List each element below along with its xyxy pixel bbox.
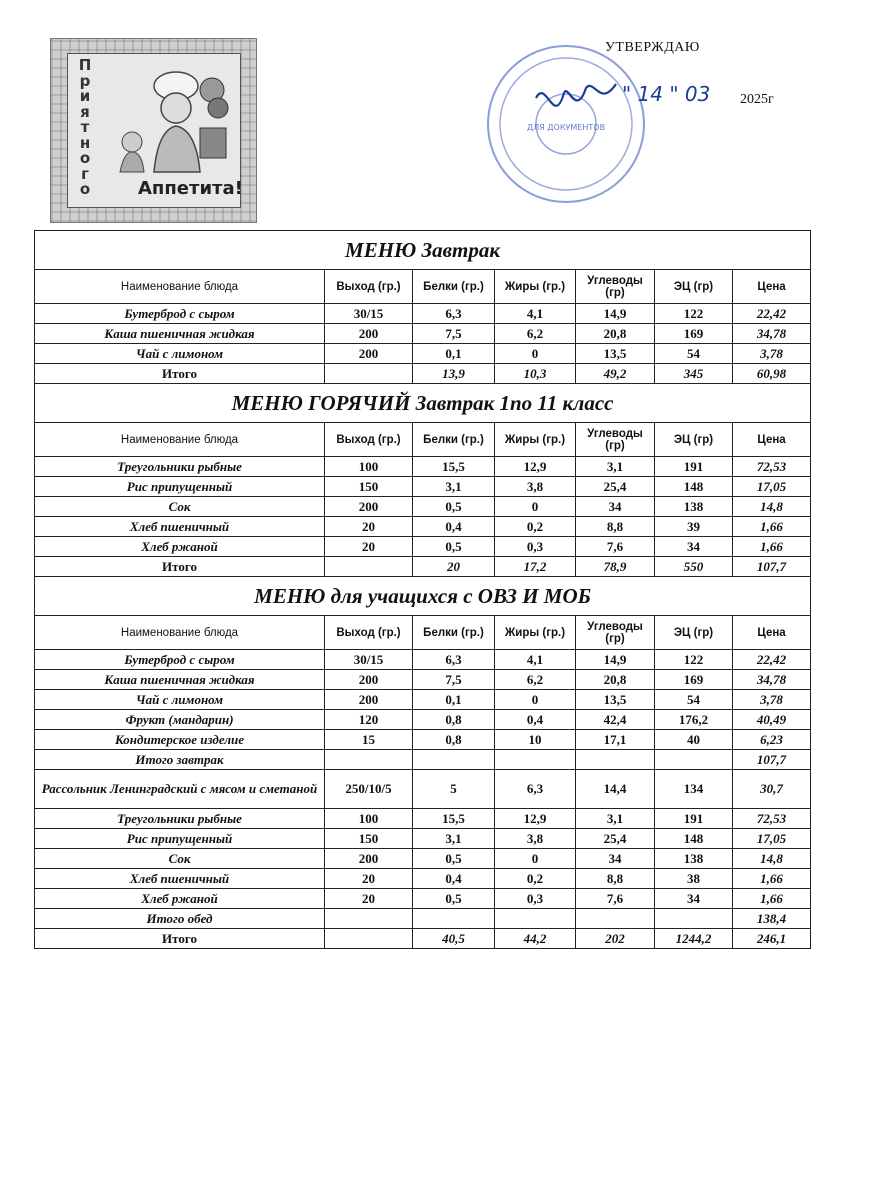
section-title: МЕНЮ ГОРЯЧИЙ Завтрак 1по 11 класс xyxy=(35,384,811,423)
cell-fat: 17,2 xyxy=(495,557,576,577)
cell-yield: 30/15 xyxy=(325,650,413,670)
chef-children-icon xyxy=(114,64,232,174)
cell-energy: 148 xyxy=(655,829,733,849)
cell-yield: 100 xyxy=(325,457,413,477)
column-header-yield: Выход (гр.) xyxy=(325,423,413,457)
logo-letter: П xyxy=(78,56,92,74)
cell-carbs: 20,8 xyxy=(576,670,655,690)
cell-name: Каша пшеничная жидкая xyxy=(35,324,325,344)
cell-fat: 0,2 xyxy=(495,517,576,537)
cell-name: Фрукт (мандарин) xyxy=(35,710,325,730)
column-header-carbs: Углеводы (гр) xyxy=(576,270,655,304)
cell-price: 34,78 xyxy=(733,670,811,690)
cell-protein: 6,3 xyxy=(413,650,495,670)
logo-letter: и xyxy=(79,87,91,105)
cell-price: 107,7 xyxy=(733,750,811,770)
cell-carbs: 49,2 xyxy=(576,364,655,384)
table-row xyxy=(35,690,811,710)
column-header-energy: ЭЦ (гр) xyxy=(655,616,733,650)
cell-protein: 0,5 xyxy=(413,537,495,557)
cell-fat xyxy=(495,909,576,929)
cell-energy: 39 xyxy=(655,517,733,537)
cell-price: 40,49 xyxy=(733,710,811,730)
cell-protein: 15,5 xyxy=(413,809,495,829)
cell-carbs: 3,1 xyxy=(576,457,655,477)
appetite-logo xyxy=(50,38,257,223)
table-row xyxy=(35,889,811,909)
cell-protein: 3,1 xyxy=(413,477,495,497)
cell-energy xyxy=(655,750,733,770)
cell-protein: 0,1 xyxy=(413,690,495,710)
cell-price: 72,53 xyxy=(733,457,811,477)
cell-fat: 4,1 xyxy=(495,650,576,670)
cell-carbs: 14,9 xyxy=(576,650,655,670)
table-row xyxy=(35,849,811,869)
column-header-price: Цена xyxy=(733,616,811,650)
cell-fat: 10 xyxy=(495,730,576,750)
cell-price: 60,98 xyxy=(733,364,811,384)
cell-carbs: 13,5 xyxy=(576,690,655,710)
table-row xyxy=(35,750,811,770)
cell-protein: 0,5 xyxy=(413,497,495,517)
cell-name: Треугольники рыбные xyxy=(35,457,325,477)
cell-name: Итого обед xyxy=(35,909,325,929)
cell-protein xyxy=(413,909,495,929)
section-title-row xyxy=(35,577,811,616)
total-row xyxy=(35,929,811,949)
cell-yield: 15 xyxy=(325,730,413,750)
cell-yield: 20 xyxy=(325,869,413,889)
cell-energy: 122 xyxy=(655,650,733,670)
section-title-row xyxy=(35,231,811,270)
cell-name: Рис припущенный xyxy=(35,829,325,849)
cell-price: 6,23 xyxy=(733,730,811,750)
cell-carbs: 42,4 xyxy=(576,710,655,730)
column-header-protein: Белки (гр.) xyxy=(413,423,495,457)
cell-fat: 0,3 xyxy=(495,537,576,557)
cell-price: 3,78 xyxy=(733,690,811,710)
cell-price: 246,1 xyxy=(733,929,811,949)
cell-carbs: 20,8 xyxy=(576,324,655,344)
table-row xyxy=(35,344,811,364)
cell-energy: 38 xyxy=(655,869,733,889)
cell-price: 1,66 xyxy=(733,517,811,537)
table-row xyxy=(35,829,811,849)
cell-carbs: 14,9 xyxy=(576,304,655,324)
cell-fat: 0 xyxy=(495,344,576,364)
section-title: МЕНЮ Завтрак xyxy=(35,231,811,270)
cell-fat: 0 xyxy=(495,690,576,710)
cell-carbs: 8,8 xyxy=(576,869,655,889)
cell-yield xyxy=(325,929,413,949)
cell-protein: 7,5 xyxy=(413,324,495,344)
cell-yield: 200 xyxy=(325,690,413,710)
cell-yield: 100 xyxy=(325,809,413,829)
cell-name: Каша пшеничная жидкая xyxy=(35,670,325,690)
cell-energy: 138 xyxy=(655,497,733,517)
cell-protein: 0,4 xyxy=(413,869,495,889)
cell-name: Сок xyxy=(35,849,325,869)
cell-protein: 0,5 xyxy=(413,889,495,909)
cell-name: Чай с лимоном xyxy=(35,690,325,710)
table-row xyxy=(35,537,811,557)
table-row xyxy=(35,670,811,690)
cell-name: Итого xyxy=(35,364,325,384)
cell-energy: 191 xyxy=(655,457,733,477)
cell-energy: 550 xyxy=(655,557,733,577)
table-row xyxy=(35,477,811,497)
cell-carbs: 34 xyxy=(576,849,655,869)
column-header-energy: ЭЦ (гр) xyxy=(655,270,733,304)
column-header-fat: Жиры (гр.) xyxy=(495,423,576,457)
cell-price: 22,42 xyxy=(733,650,811,670)
cell-protein: 6,3 xyxy=(413,304,495,324)
cell-protein: 0,8 xyxy=(413,710,495,730)
column-header-carbs: Углеводы (гр) xyxy=(576,423,655,457)
cell-energy: 34 xyxy=(655,889,733,909)
cell-protein: 20 xyxy=(413,557,495,577)
cell-price: 22,42 xyxy=(733,304,811,324)
cell-name: Рис припущенный xyxy=(35,477,325,497)
cell-name: Треугольники рыбные xyxy=(35,809,325,829)
cell-fat: 6,2 xyxy=(495,324,576,344)
cell-name: Итого xyxy=(35,929,325,949)
cell-yield xyxy=(325,364,413,384)
cell-energy: 169 xyxy=(655,324,733,344)
cell-protein: 5 xyxy=(413,770,495,809)
cell-carbs: 8,8 xyxy=(576,517,655,537)
total-row xyxy=(35,557,811,577)
cell-name: Рассольник Ленинградский с мясом и сметаной xyxy=(35,770,325,809)
logo-letter: г xyxy=(81,164,89,183)
column-header-price: Цена xyxy=(733,423,811,457)
logo-letter: р xyxy=(79,71,91,90)
column-header-price: Цена xyxy=(733,270,811,304)
cell-energy: 176,2 xyxy=(655,710,733,730)
cell-name: Хлеб пшеничный xyxy=(35,869,325,889)
cell-fat xyxy=(495,750,576,770)
cell-energy xyxy=(655,909,733,929)
table-row xyxy=(35,517,811,537)
cell-price: 17,05 xyxy=(733,829,811,849)
round-stamp-icon xyxy=(476,38,656,208)
cell-protein xyxy=(413,750,495,770)
cell-price: 1,66 xyxy=(733,889,811,909)
logo-bottom-text: Аппетита! xyxy=(138,178,243,199)
cell-fat: 3,8 xyxy=(495,829,576,849)
cell-carbs: 14,4 xyxy=(576,770,655,809)
table-row xyxy=(35,497,811,517)
table-row xyxy=(35,809,811,829)
cell-energy: 54 xyxy=(655,344,733,364)
logo-letter: н xyxy=(79,133,91,152)
cell-energy: 191 xyxy=(655,809,733,829)
cell-yield: 150 xyxy=(325,477,413,497)
cell-price: 3,78 xyxy=(733,344,811,364)
section-title-row xyxy=(35,384,811,423)
column-header-protein: Белки (гр.) xyxy=(413,616,495,650)
table-row xyxy=(35,770,811,809)
cell-price: 1,66 xyxy=(733,869,811,889)
cell-protein: 0,8 xyxy=(413,730,495,750)
cell-fat: 4,1 xyxy=(495,304,576,324)
column-header-row xyxy=(35,616,811,650)
cell-fat: 12,9 xyxy=(495,457,576,477)
column-header-protein: Белки (гр.) xyxy=(413,270,495,304)
cell-energy: 134 xyxy=(655,770,733,809)
stamp-text: ДЛЯ ДОКУМЕНТОВ xyxy=(526,123,606,132)
cell-energy: 34 xyxy=(655,537,733,557)
cell-fat: 0 xyxy=(495,497,576,517)
column-header-fat: Жиры (гр.) xyxy=(495,616,576,650)
cell-carbs: 34 xyxy=(576,497,655,517)
cell-carbs: 7,6 xyxy=(576,537,655,557)
cell-energy: 1244,2 xyxy=(655,929,733,949)
cell-energy: 122 xyxy=(655,304,733,324)
cell-fat: 0 xyxy=(495,849,576,869)
cell-name: Чай с лимоном xyxy=(35,344,325,364)
table-row xyxy=(35,730,811,750)
table-row xyxy=(35,324,811,344)
column-header-name: Наименование блюда xyxy=(35,270,325,304)
cell-price: 107,7 xyxy=(733,557,811,577)
column-header-yield: Выход (гр.) xyxy=(325,616,413,650)
table-row xyxy=(35,710,811,730)
cell-fat: 3,8 xyxy=(495,477,576,497)
cell-fat: 0,4 xyxy=(495,710,576,730)
cell-yield xyxy=(325,557,413,577)
cell-yield: 200 xyxy=(325,670,413,690)
cell-name: Кондитерское изделие xyxy=(35,730,325,750)
cell-yield: 250/10/5 xyxy=(325,770,413,809)
cell-price: 14,8 xyxy=(733,497,811,517)
cell-yield: 200 xyxy=(325,497,413,517)
cell-yield: 20 xyxy=(325,889,413,909)
cell-protein: 7,5 xyxy=(413,670,495,690)
cell-fat: 0,2 xyxy=(495,869,576,889)
logo-letter: я xyxy=(80,102,90,121)
cell-fat: 10,3 xyxy=(495,364,576,384)
cell-yield xyxy=(325,750,413,770)
table-row xyxy=(35,650,811,670)
cell-carbs: 13,5 xyxy=(576,344,655,364)
table-row xyxy=(35,869,811,889)
cell-carbs: 3,1 xyxy=(576,809,655,829)
table-row xyxy=(35,909,811,929)
cell-protein: 0,4 xyxy=(413,517,495,537)
logo-letter: т xyxy=(80,118,90,136)
total-row xyxy=(35,364,811,384)
cell-price: 30,7 xyxy=(733,770,811,809)
cell-energy: 54 xyxy=(655,690,733,710)
cell-fat: 12,9 xyxy=(495,809,576,829)
table-row xyxy=(35,304,811,324)
cell-name: Хлеб ржаной xyxy=(35,537,325,557)
cell-yield: 30/15 xyxy=(325,304,413,324)
cell-carbs: 17,1 xyxy=(576,730,655,750)
cell-yield: 20 xyxy=(325,537,413,557)
cell-name: Бутерброд с сыром xyxy=(35,304,325,324)
cell-carbs: 25,4 xyxy=(576,477,655,497)
cell-carbs xyxy=(576,750,655,770)
cell-fat: 6,3 xyxy=(495,770,576,809)
cell-carbs: 202 xyxy=(576,929,655,949)
cell-carbs xyxy=(576,909,655,929)
cell-energy: 345 xyxy=(655,364,733,384)
logo-letter: о xyxy=(79,180,91,198)
cell-fat: 6,2 xyxy=(495,670,576,690)
cell-name: Итого xyxy=(35,557,325,577)
cell-yield: 200 xyxy=(325,849,413,869)
logo-frame xyxy=(67,53,241,208)
column-header-energy: ЭЦ (гр) xyxy=(655,423,733,457)
cell-protein: 0,1 xyxy=(413,344,495,364)
cell-yield: 200 xyxy=(325,344,413,364)
cell-protein: 0,5 xyxy=(413,849,495,869)
cell-energy: 148 xyxy=(655,477,733,497)
cell-energy: 169 xyxy=(655,670,733,690)
logo-letter: о xyxy=(79,149,91,167)
cell-name: Сок xyxy=(35,497,325,517)
cell-price: 14,8 xyxy=(733,849,811,869)
column-header-name: Наименование блюда xyxy=(35,423,325,457)
approval-year: 2025г xyxy=(740,92,774,107)
cell-name: Бутерброд с сыром xyxy=(35,650,325,670)
cell-price: 72,53 xyxy=(733,809,811,829)
cell-yield: 150 xyxy=(325,829,413,849)
cell-energy: 138 xyxy=(655,849,733,869)
cell-yield: 200 xyxy=(325,324,413,344)
column-header-name: Наименование блюда xyxy=(35,616,325,650)
approval-date: " 14 " 03 xyxy=(622,82,711,106)
cell-protein: 40,5 xyxy=(413,929,495,949)
cell-carbs: 78,9 xyxy=(576,557,655,577)
cell-energy: 40 xyxy=(655,730,733,750)
cell-protein: 3,1 xyxy=(413,829,495,849)
cell-protein: 15,5 xyxy=(413,457,495,477)
cell-yield: 20 xyxy=(325,517,413,537)
logo-vertical-text xyxy=(74,58,96,198)
column-header-yield: Выход (гр.) xyxy=(325,270,413,304)
cell-fat: 44,2 xyxy=(495,929,576,949)
column-header-fat: Жиры (гр.) xyxy=(495,270,576,304)
cell-price: 138,4 xyxy=(733,909,811,929)
cell-protein: 13,9 xyxy=(413,364,495,384)
table-row xyxy=(35,457,811,477)
cell-carbs: 25,4 xyxy=(576,829,655,849)
section-title: МЕНЮ для учащихся с ОВЗ И МОБ xyxy=(35,577,811,616)
cell-name: Хлеб ржаной xyxy=(35,889,325,909)
cell-yield: 120 xyxy=(325,710,413,730)
cell-carbs: 7,6 xyxy=(576,889,655,909)
cell-fat: 0,3 xyxy=(495,889,576,909)
cell-yield xyxy=(325,909,413,929)
column-header-row xyxy=(35,270,811,304)
cell-price: 1,66 xyxy=(733,537,811,557)
menu-table xyxy=(34,230,811,949)
cell-price: 34,78 xyxy=(733,324,811,344)
approval-label: УТВЕРЖДАЮ xyxy=(605,40,700,55)
cell-name: Хлеб пшеничный xyxy=(35,517,325,537)
column-header-carbs: Углеводы (гр) xyxy=(576,616,655,650)
column-header-row xyxy=(35,423,811,457)
cell-name: Итого завтрак xyxy=(35,750,325,770)
cell-price: 17,05 xyxy=(733,477,811,497)
